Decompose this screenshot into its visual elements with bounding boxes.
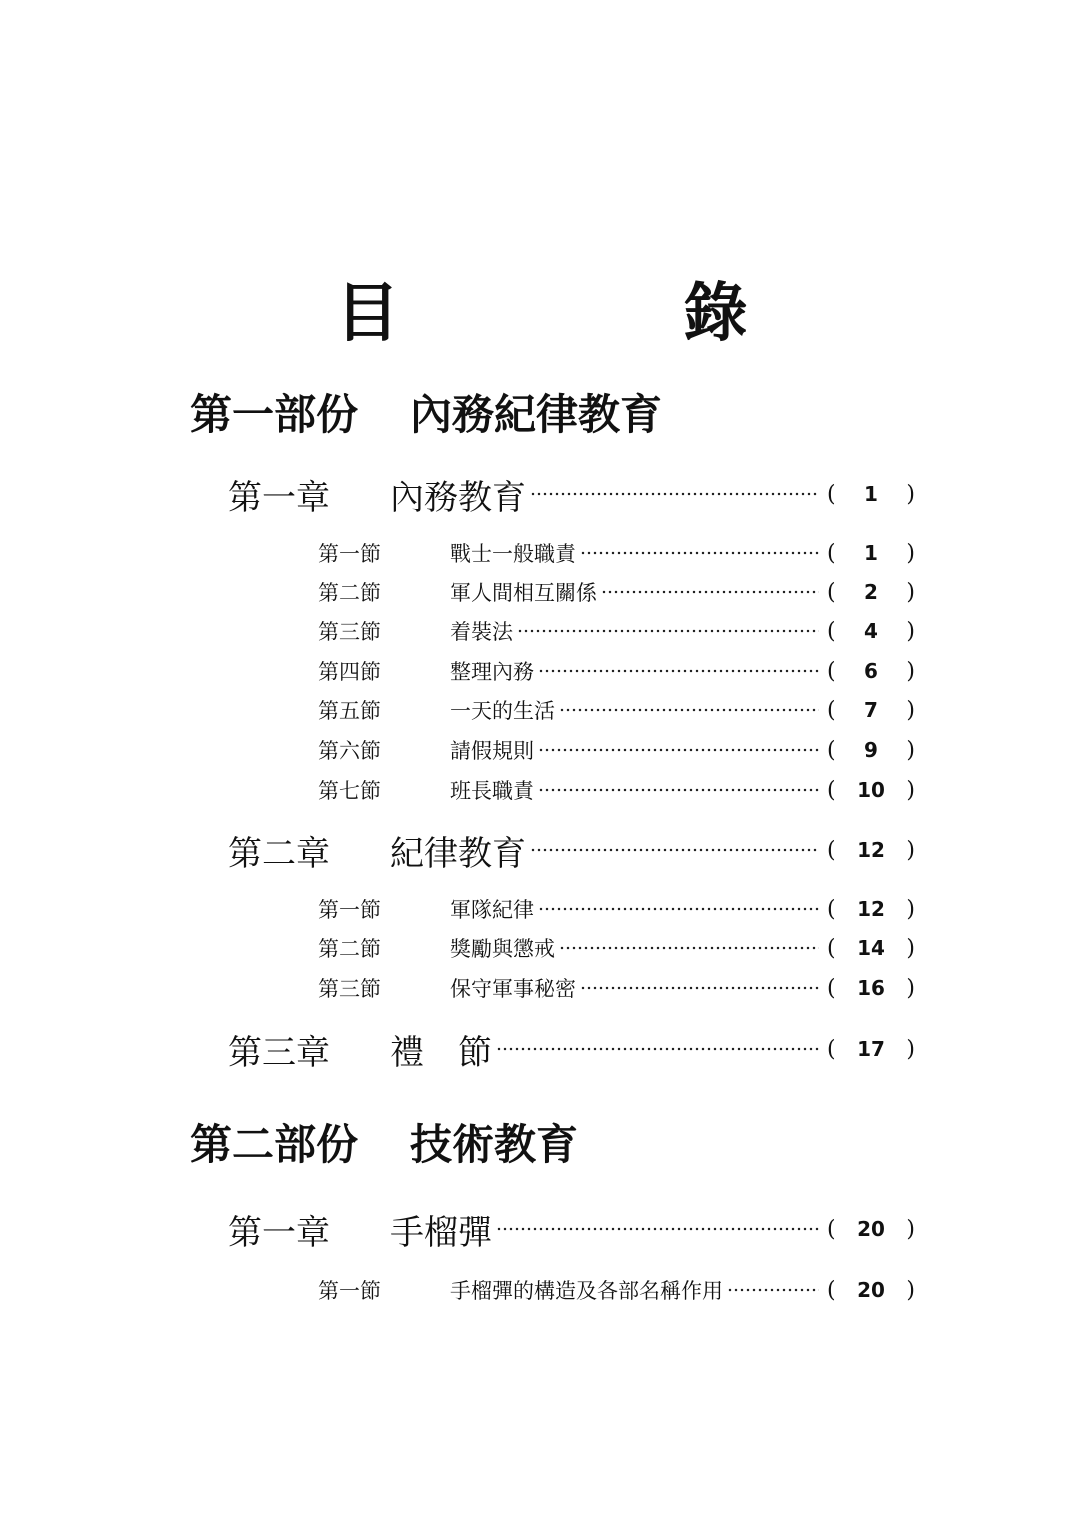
part-title: 技術教育: [410, 1120, 579, 1169]
leader-dots: [559, 946, 819, 950]
section-title: 保守軍事秘密: [450, 977, 576, 1001]
section-number: 第六節: [318, 739, 381, 763]
section-title: 戰士一般職責: [450, 542, 576, 566]
toc-section[interactable]: [318, 732, 915, 768]
leader-dots: [727, 1288, 819, 1292]
page-ref: ( 7 ): [827, 697, 915, 723]
section-title: 請假規則: [450, 739, 534, 763]
page-ref: ( 1 ): [827, 481, 915, 507]
toc-chapter[interactable]: [228, 1023, 915, 1075]
leader-dots: [580, 551, 819, 555]
page-number: 10: [857, 778, 885, 802]
toc-section[interactable]: [318, 653, 915, 689]
toc-section[interactable]: [318, 970, 915, 1006]
leader-dots: [601, 590, 819, 594]
page-ref: ( 20 ): [827, 1216, 915, 1242]
section-number: 第三節: [318, 977, 381, 1001]
toc-section[interactable]: [318, 891, 915, 927]
page-number: 1: [864, 541, 878, 565]
chapter-title: 紀律教育: [390, 833, 526, 874]
page-number: 16: [857, 976, 885, 1000]
page-ref: ( 6 ): [827, 658, 915, 684]
part-heading-2: [190, 1112, 578, 1172]
leader-dots: [538, 748, 819, 752]
chapter-title: 內務教育: [390, 477, 526, 518]
leader-dots: [580, 986, 819, 990]
part-number: 第一部份: [190, 390, 359, 439]
page-ref: ( 16 ): [827, 975, 915, 1001]
section-title: 着裝法: [450, 620, 513, 644]
section-number: 第七節: [318, 779, 381, 803]
page-number: 2: [864, 580, 878, 604]
leader-dots: [530, 492, 819, 496]
page-ref: ( 1 ): [827, 540, 915, 566]
toc-chapter[interactable]: [228, 468, 915, 520]
page-number: 17: [857, 1037, 885, 1061]
leader-dots: [517, 629, 819, 633]
page-ref: ( 17 ): [827, 1036, 915, 1062]
section-title: 手榴彈的構造及各部名稱作用: [450, 1279, 723, 1303]
page-ref: ( 10 ): [827, 777, 915, 803]
toc-section[interactable]: [318, 535, 915, 571]
section-number: 第四節: [318, 660, 381, 684]
toc-section[interactable]: [318, 613, 915, 649]
part-title: 內務紀律教育: [410, 390, 663, 439]
page-ref: ( 9 ): [827, 737, 915, 763]
section-title: 班長職責: [450, 779, 534, 803]
chapter-title: 禮 節: [390, 1032, 492, 1073]
page-number: 9: [864, 738, 878, 762]
page-number: 6: [864, 659, 878, 683]
leader-dots: [538, 669, 819, 673]
toc-section[interactable]: [318, 772, 915, 808]
chapter-number: 第二章: [228, 833, 330, 874]
page-title: 目 錄: [335, 276, 858, 351]
page-ref: ( 4 ): [827, 618, 915, 644]
section-title: 軍隊紀律: [450, 898, 534, 922]
page-number: 1: [864, 482, 878, 506]
leader-dots: [530, 848, 819, 852]
page-number: 4: [864, 619, 878, 643]
section-number: 第五節: [318, 699, 381, 723]
leader-dots: [538, 907, 819, 911]
section-number: 第一節: [318, 898, 381, 922]
toc-chapter[interactable]: [228, 1203, 915, 1255]
leader-dots: [496, 1047, 819, 1051]
page-number: 20: [857, 1217, 885, 1241]
toc-chapter[interactable]: [228, 824, 915, 876]
chapter-number: 第三章: [228, 1032, 330, 1073]
page-number: 12: [857, 897, 885, 921]
toc-section[interactable]: [318, 930, 915, 966]
leader-dots: [538, 788, 819, 792]
part-number: 第二部份: [190, 1120, 359, 1169]
page-ref: ( 14 ): [827, 935, 915, 961]
page-ref: ( 12 ): [827, 837, 915, 863]
section-title: 軍人間相互關係: [450, 581, 597, 605]
page-ref: ( 20 ): [827, 1277, 915, 1303]
part-heading-1: [190, 382, 662, 442]
page-ref: ( 2 ): [827, 579, 915, 605]
section-title: 獎勵與懲戒: [450, 937, 555, 961]
leader-dots: [496, 1227, 819, 1231]
section-number: 第二節: [318, 581, 381, 605]
chapter-title: 手榴彈: [390, 1212, 492, 1253]
toc-section[interactable]: [318, 692, 915, 728]
page-number: 7: [864, 698, 878, 722]
section-title: 一天的生活: [450, 699, 555, 723]
chapter-number: 第一章: [228, 477, 330, 518]
toc-section[interactable]: [318, 1272, 915, 1308]
section-number: 第三節: [318, 620, 381, 644]
page-number: 14: [857, 936, 885, 960]
toc-section[interactable]: [318, 574, 915, 610]
page-ref: ( 12 ): [827, 896, 915, 922]
chapter-number: 第一章: [228, 1212, 330, 1253]
page-number: 12: [857, 838, 885, 862]
section-number: 第一節: [318, 542, 381, 566]
section-title: 整理內務: [450, 660, 534, 684]
section-number: 第二節: [318, 937, 381, 961]
section-number: 第一節: [318, 1279, 381, 1303]
leader-dots: [559, 708, 819, 712]
page-number: 20: [857, 1278, 885, 1302]
